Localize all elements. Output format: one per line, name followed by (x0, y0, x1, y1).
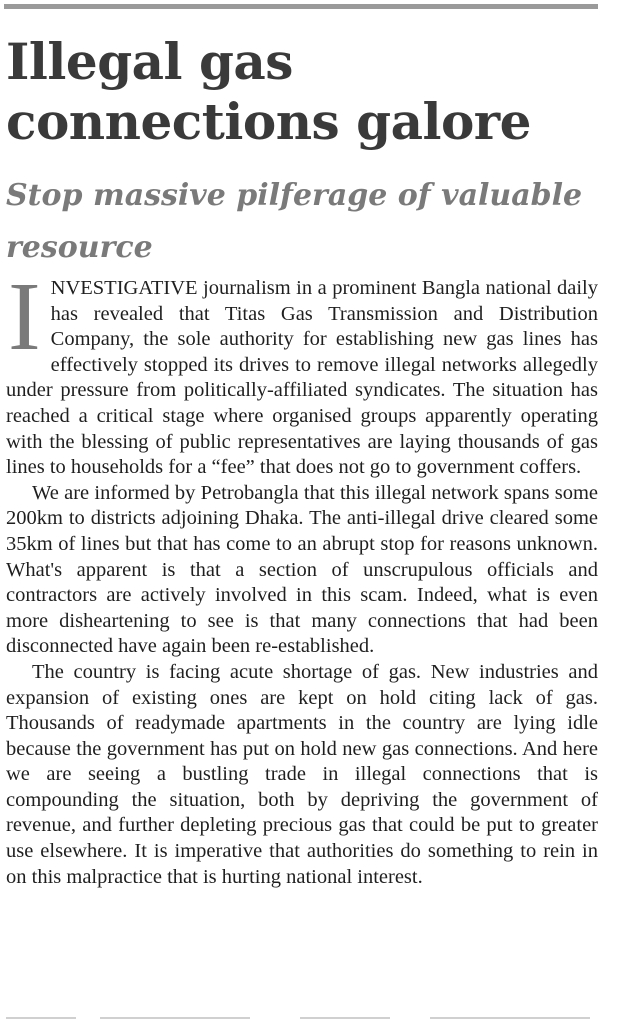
article-paragraph-1 (6, 276, 598, 481)
bottom-edge-marks (0, 1014, 624, 1022)
article-body (6, 276, 598, 890)
article-paragraph-2: We are informed by Petrobangla that this illegal network spans some 200km to districts adjoining Dhaka. The anti-illegal drive cleared some 35km of lines but that has come to an abrupt stop for reasons unknown. What's apparent is that a section of unscrupulous officials and contractors are actively involved in this scam. Indeed, what is even more disheartening to see is that many connections that had been disconnected have again been re-established. (6, 481, 598, 658)
paragraph-text: NVESTIGATIVE journalism in a prominent Bangla national daily has revealed that Titas Gas Transmission and Distribution Company, the sole authority for establishing new gas lines has effectively stopped its drives to remove illegal networks allegedly under pressure from politically-affiliated syndicates. The situation has reached a critical stage where organised groups apparently operating with the blessing of public representatives are laying thousands of gas lines to households for a “fee” that does not go to government coffers. (6, 277, 598, 479)
subheadline: Stop massive pilferage of valuable resource (6, 178, 583, 265)
drop-cap: I (8, 280, 41, 354)
article-paragraph-3: The country is facing acute shortage of gas. New industries and expansion of existing ones are kept on hold citing lack of gas. Thousands of readymade apartments in the country are lying idle because the government has put on hold new gas connections. And here we are seeing a bustling trade in illegal connections that is compounding the situation, both by depriving the government of revenue, and further depleting precious gas that could be put to greater use elsewhere. It is imperative that authorities do something to rein in on this malpractice that is hurting national interest. (6, 660, 598, 888)
top-divider-rule (4, 4, 598, 9)
headline: Illegal gas connections galore (6, 32, 531, 151)
